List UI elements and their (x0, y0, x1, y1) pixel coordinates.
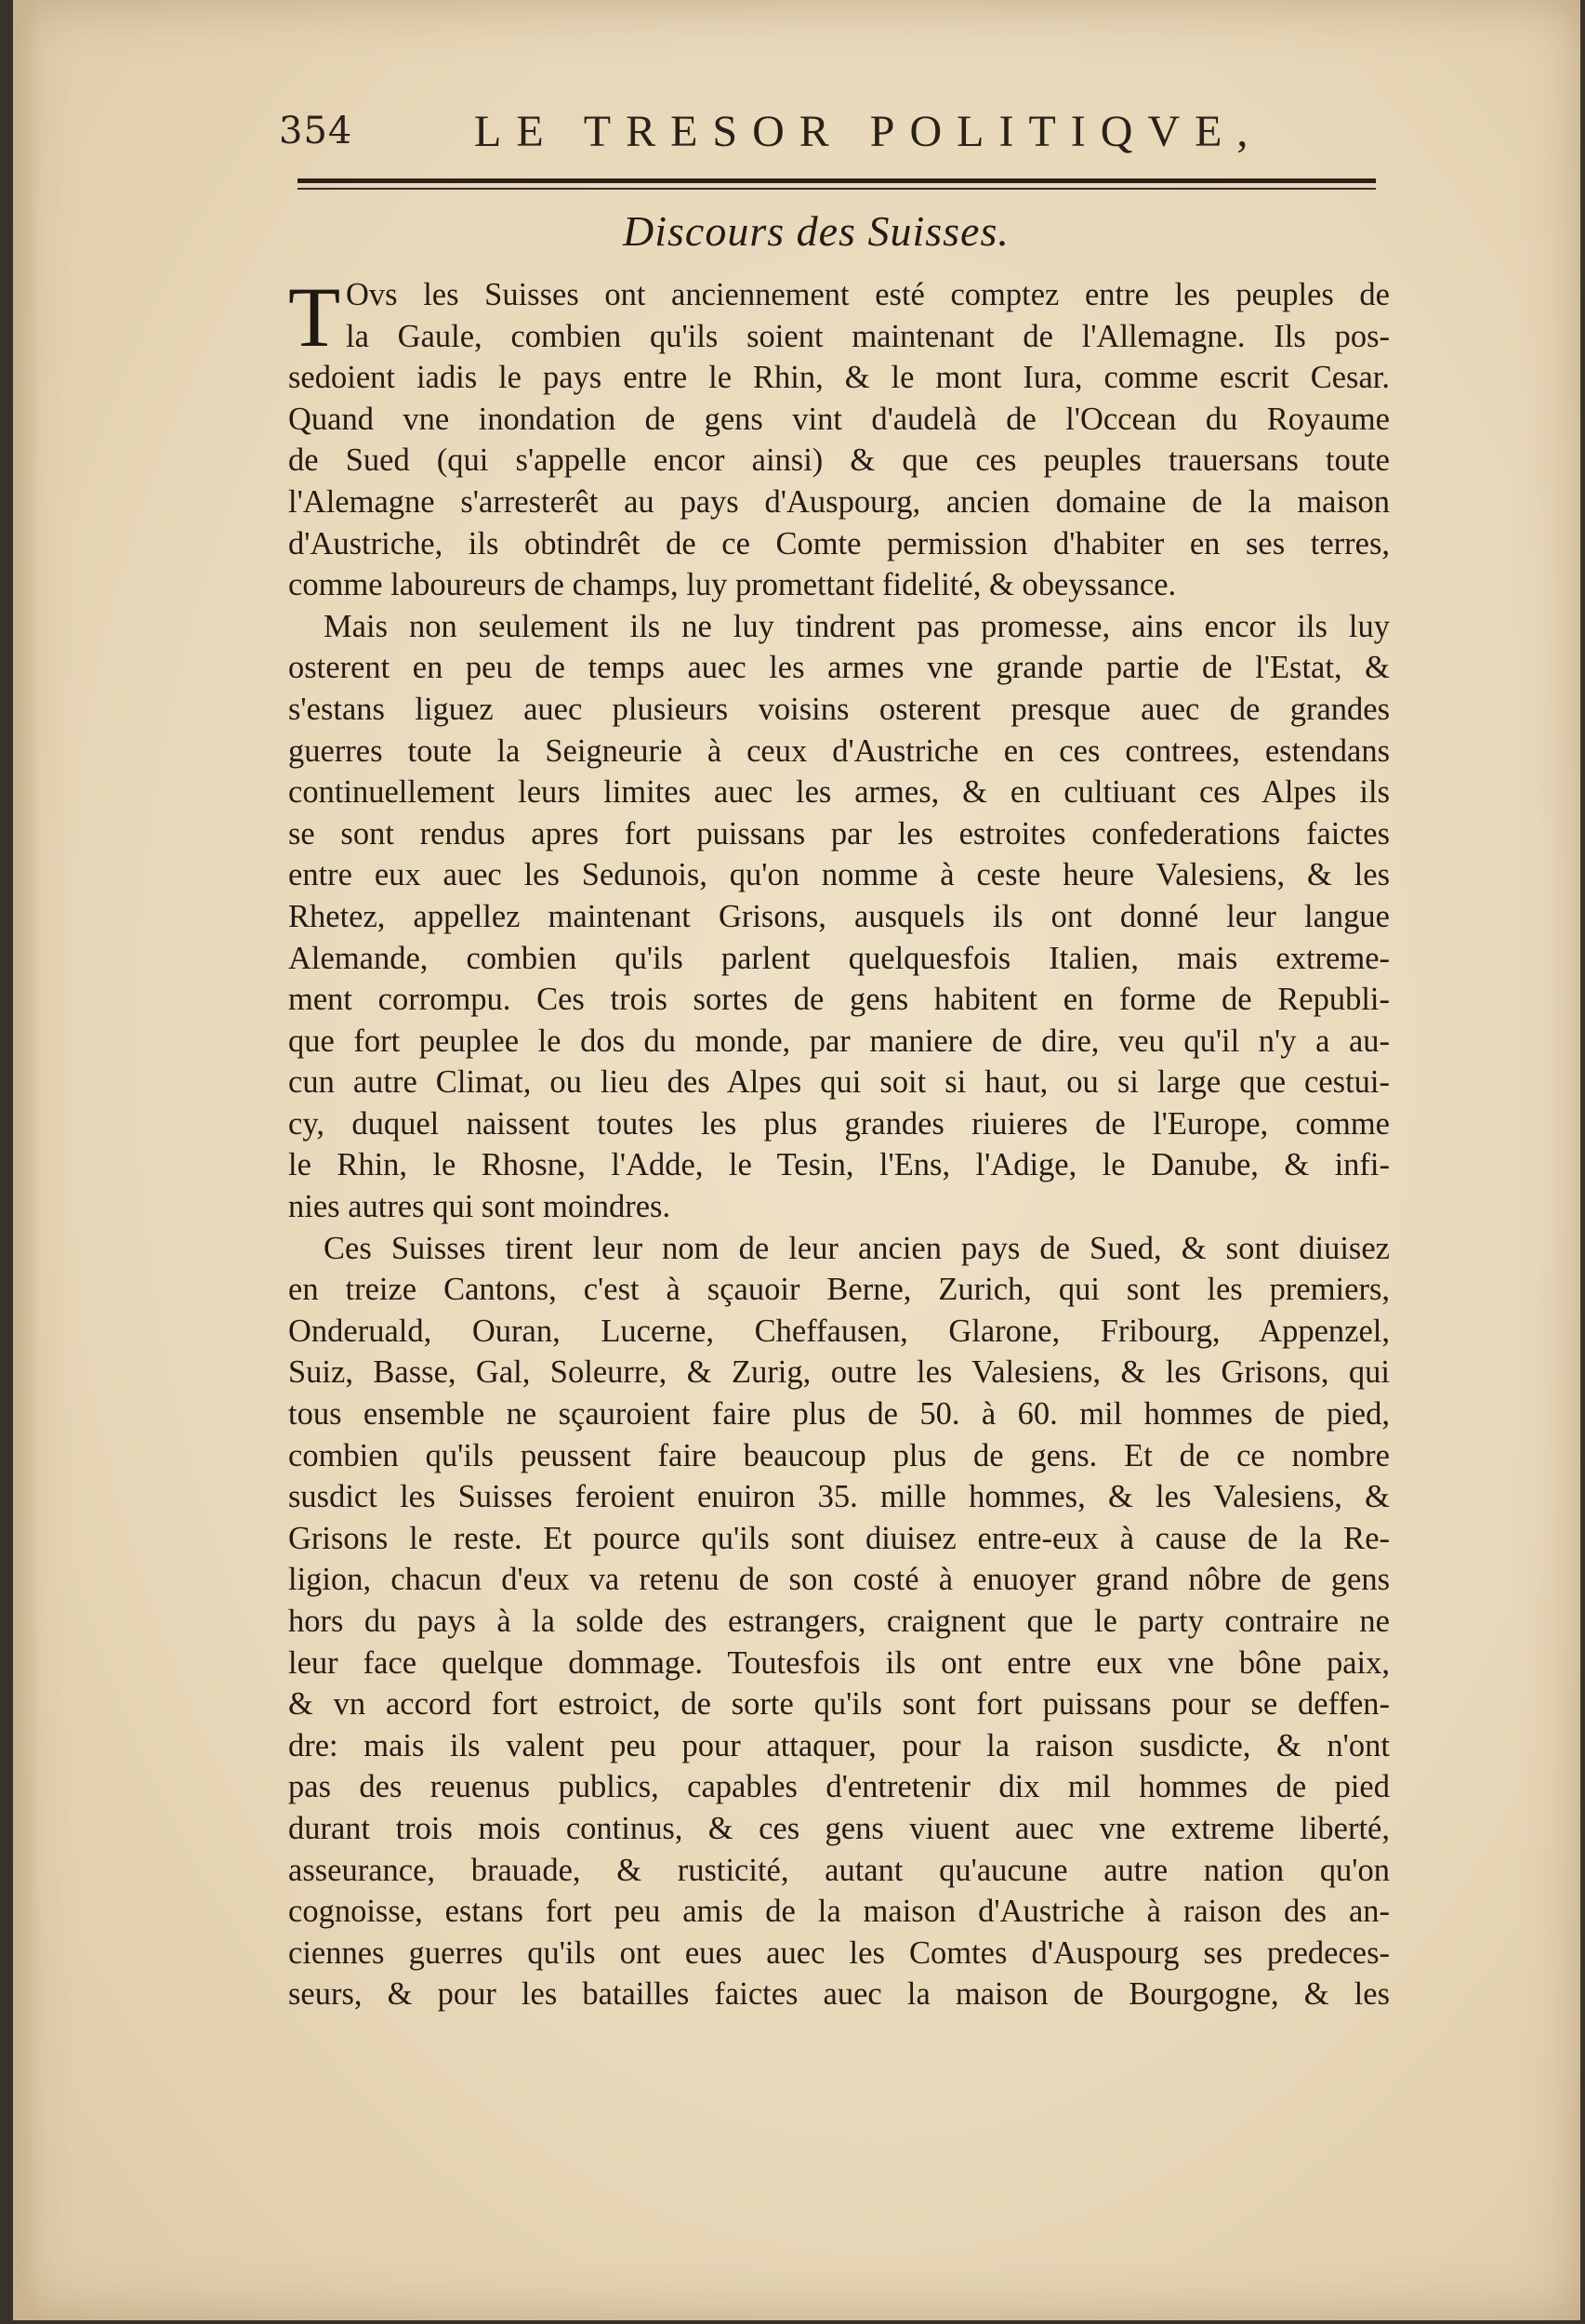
text-line: cy, duquel naissent toutes les plus grandes riuieres de l'Europe, comme (288, 1105, 1390, 1142)
text-line: tous ensemble ne sçauroient faire plus de 50. à 60. mil hommes de pied, (288, 1396, 1390, 1433)
page-gutter-shadow (13, 0, 39, 2320)
text-line: Ces Suisses tirent leur nom de leur ancien pays de Sued, & sont diuisez (324, 1230, 1390, 1266)
header-rule-thick (297, 178, 1376, 183)
text-line: Suiz, Basse, Gal, Soleurre, & Zurig, outre les Valesiens, & les Grisons, qui (288, 1354, 1390, 1391)
text-line: ligion, chacun d'eux va retenu de son costé à enuoyer grand nôbre de gens (288, 1562, 1390, 1598)
text-line: se sont rendus apres fort puissans par les estroites confederations faictes (288, 815, 1390, 852)
section-heading: Discours des Suisses. (623, 207, 1010, 255)
text-line: d'Austriche, ils obtindrêt de ce Comte permission d'habiter en ses terres, (288, 525, 1390, 561)
text-line: Alemande, combien qu'ils parlent quelquesfois Italien, mais extreme- (288, 940, 1390, 976)
header-rule-thin (297, 188, 1376, 190)
text-line: susdict les Suisses feroient enuiron 35. mille hommes, & les Valesiens, & (288, 1479, 1390, 1515)
text-line: durant trois mois continus, & ces gens viuent auec vne extreme liberté, (288, 1810, 1390, 1846)
text-line: cognoisse, estans fort peu amis de la maison d'Austriche à raison des an- (288, 1894, 1390, 1930)
text-line: Mais non seulement ils ne luy tindrent pas promesse, ains encor ils luy (324, 608, 1390, 644)
text-line: combien qu'ils peussent faire beaucoup plus de gens. Et de ce nombre (288, 1437, 1390, 1473)
text-line: ment corrompu. Ces trois sortes de gens habitent en forme de Republi- (288, 982, 1390, 1018)
text-line: Ovs les Suisses ont anciennement esté comptez entre les peuples de (346, 277, 1390, 312)
text-line: en treize Cantons, c'est à sçauoir Berne, Zurich, qui sont les premiers, (288, 1272, 1390, 1308)
text-line: asseurance, brauade, & rusticité, autant qu'aucune autre nation qu'on (288, 1852, 1390, 1888)
text-line: cun autre Climat, ou lieu des Alpes qui soit si haut, ou si large que cestui- (288, 1064, 1390, 1101)
drop-cap: T (288, 270, 341, 364)
text-line: Rhetez, appellez maintenant Grisons, ausquels ils ont donné leur langue (288, 898, 1390, 934)
text-line: la Gaule, combien qu'ils soient maintenant de l'Allemagne. Ils pos- (346, 318, 1390, 354)
text-line: comme laboureurs de champs, luy promettant fidelité, & obeyssance. (288, 567, 1177, 603)
text-line: entre eux auec les Sedunois, qu'on nomme à ceste heure Valesiens, & les (288, 857, 1390, 893)
text-line: osterent en peu de temps auec les armes vne grande partie de l'Estat, & (288, 650, 1390, 686)
text-line: de Sued (qui s'appelle encor ainsi) & que ces peuples trauersans toute (288, 442, 1390, 479)
text-line: l'Alemagne s'arresterêt au pays d'Auspourg, ancien domaine de la maison (288, 483, 1390, 520)
running-head (279, 100, 1376, 165)
text-line: Grisons le reste. Et pource qu'ils sont diuisez entre-eux à cause de la Re- (288, 1520, 1390, 1556)
text-line: continuellement leurs limites auec les armes, & en cultiuant ces Alpes ils (288, 774, 1390, 811)
text-line: hors du pays à la solde des estrangers, craignent que le party contraire ne (288, 1604, 1390, 1639)
text-line: seurs, & pour les batailles faictes auec la maison de Bourgogne, & les (288, 1976, 1390, 2013)
running-title: LE TRESOR POLITIQVE, (474, 107, 1263, 156)
text-line: que fort peuplee le dos du monde, par maniere de dire, veu qu'il n'y a au- (288, 1023, 1390, 1059)
text-line: le Rhin, le Rhosne, l'Adde, le Tesin, l'Ens, l'Adige, le Danube, & infi- (288, 1147, 1390, 1183)
text-line: guerres toute la Seigneurie à ceux d'Austriche en ces contrees, estendans (288, 733, 1390, 769)
body-text (288, 270, 1390, 2015)
text-line: pas des reuenus publics, capables d'entretenir dix mil hommes de pied (288, 1769, 1390, 1805)
text-line: Onderuald, Ouran, Lucerne, Cheffausen, Glarone, Fribourg, Appenzel, (288, 1313, 1390, 1349)
text-line: nies autres qui sont moindres. (288, 1189, 671, 1225)
text-line: sedoient iadis le pays entre le Rhin, & le mont Iura, comme escrit Cesar. (288, 360, 1390, 396)
text-line: ciennes guerres qu'ils ont eues auec les Comtes d'Auspourg ses predeces- (288, 1934, 1390, 1971)
text-line: Quand vne inondation de gens vint d'audelà de l'Occean du Royaume (288, 401, 1390, 437)
text-line: s'estans liguez auec plusieurs voisins osterent presque auec de grandes (288, 691, 1390, 727)
page-number: 354 (279, 110, 353, 152)
text-line: leur face quelque dommage. Toutesfois ils ont entre eux vne bône paix, (288, 1644, 1390, 1681)
text-line: & vn accord fort estroict, de sorte qu'ils sont fort puissans pour se deffen- (288, 1686, 1390, 1723)
text-line: dre: mais ils valent peu pour attaquer, pour la raison susdicte, & n'ont (288, 1727, 1390, 1763)
